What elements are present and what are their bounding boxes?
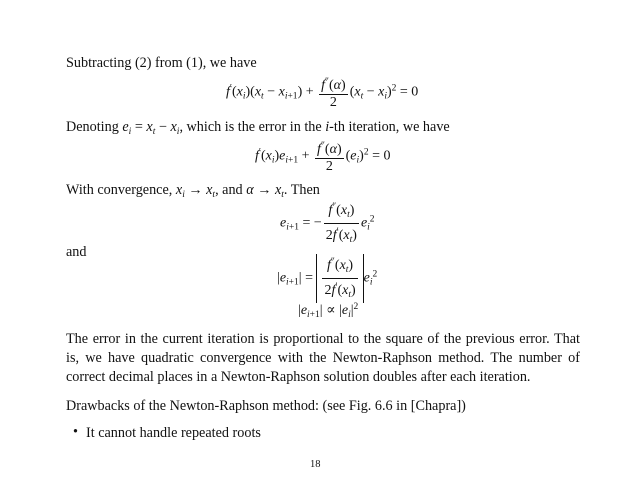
equation-abs-error: $|e_{i+1}|$ = $\frac{f''(x_t)}{2f'(x_t)}$ $e_i^2$ [277,254,377,303]
and-line: and [66,244,87,260]
equation-subtraction: $f'(x_i)(x_t - x_{i+1})$ + $\frac{f''(\alpha)}{2}$ $(x_t - x_i)^2 = 0$ [226,77,419,110]
denoting-text-a: Denoting [66,119,123,135]
bullet-item-repeated-roots: It cannot handle repeated roots [86,425,261,441]
intro-line: Subtracting (2) from (1), we have [66,55,257,71]
equation-proportional: $|e_{i+1}| \propto |e_i|^2$ [298,302,359,320]
quadratic-convergence-paragraph: The error in the current iteration is proportional to the square of the previous error. That is, we have quadratic convergence with the Newton-Raphson method. The number of correct decimal places in a Newton-Raphson solution doubles after each iteration. [66,331,580,385]
convergence-text-c: . Then [283,182,320,198]
drawbacks-heading: Drawbacks of the Newton-Raphson method: (see Fig. 6.6 in [Chapra]) [66,398,466,414]
convergence-line: With convergence, $x_i \to x_t$, and $\alpha \to x_t$. Then [66,182,320,200]
bullet-dot: • [73,424,78,440]
equation-error-form: $f'(x_i)e_{i+1}$ + $\frac{f''(\alpha)}{2}$ $(e_i)^2 = 0$ [255,141,391,174]
denoting-text-c: -th iteration, we have [329,119,450,135]
denoting-text-b: , which is the error in the [179,119,326,135]
page-number: 18 [310,459,321,470]
equation-error-next: $e_{i+1}$ = − $\frac{f''(x_t)}{2f'(x_t)}$ $e_i^2$ [280,199,375,248]
denoting-line: Denoting $e_i = x_t - x_i$, which is the error in the i-th iteration, we have [66,119,450,137]
convergence-text-b: , and [215,182,247,198]
convergence-text-a: With convergence, [66,182,176,198]
